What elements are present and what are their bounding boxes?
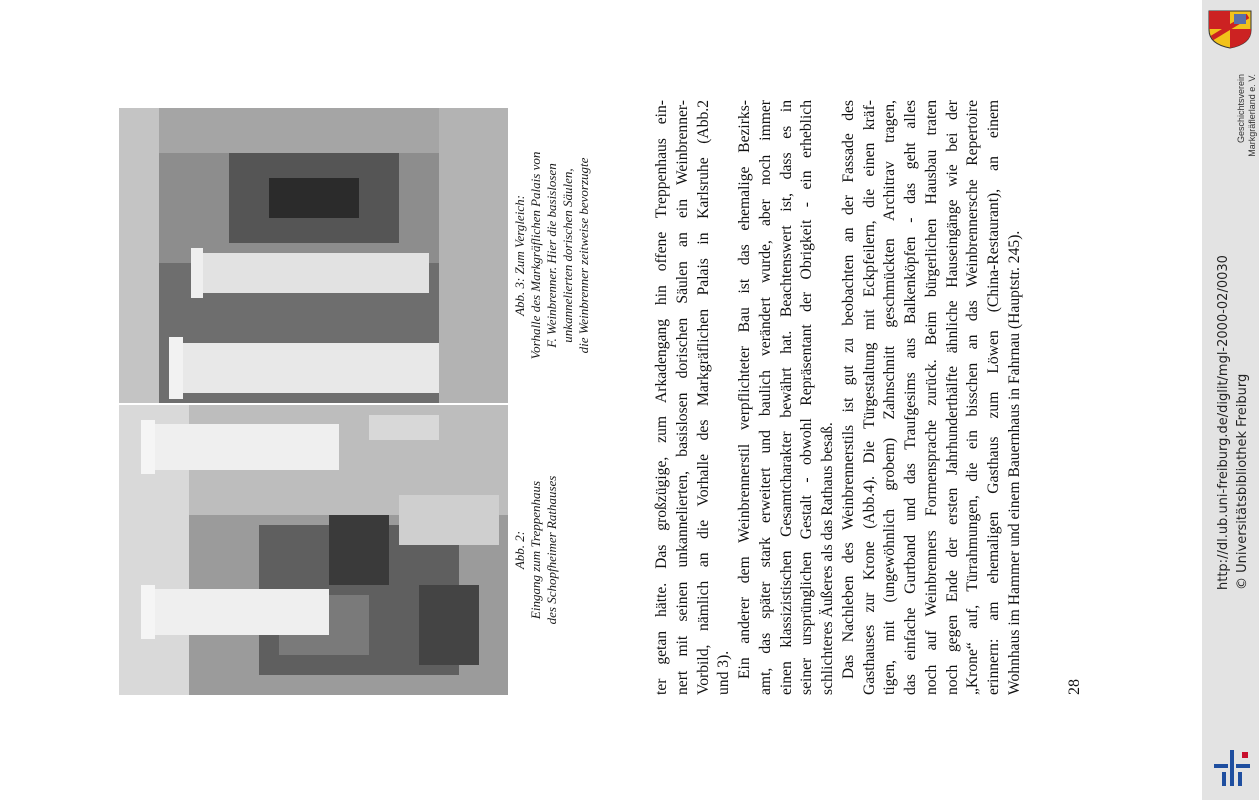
body-line: das einfache Gurtband und das Traufgesims aus Balkenköpfen - das geht alles	[902, 100, 919, 695]
organization-name	[1236, 74, 1258, 184]
body-line: „Krone“ auf, Türrahmungen, die ein bisschen an das Weinbrennersche Repertoire	[964, 100, 982, 695]
figure-2-caption-line: des Schopfheimer Rathauses	[544, 475, 559, 625]
body-line: Das Nachleben des Weinbrennerstils ist gut zu beobachten an der Fassade des	[839, 100, 857, 679]
body-line: Wohnhaus im Hammer und einem Bauernhaus in Fahrnau (Hauptstr. 245).	[1005, 230, 1023, 695]
figure-3-caption-line: die Weinbrenner zeitweise bevorzugte	[576, 157, 591, 354]
organization-name-line: Geschichtsverein	[1236, 74, 1246, 144]
sidebar-content	[1202, 0, 1259, 800]
body-line: noch auf Weinbrenners Formensprache zurück. Beim bürgerlichen Hausbau traten	[922, 100, 940, 695]
figure-2-caption	[512, 405, 560, 695]
body-line: und 3).	[715, 650, 733, 695]
figure-3-caption	[512, 108, 592, 403]
body-line: amt, das später stark erweitert und baulich verändert wurde, aber noch immer	[756, 100, 774, 695]
figure-2-caption-line: Eingang zum Treppenhaus	[528, 480, 543, 620]
figure-3-caption-line: Vorhalle des Markgräflichen Palais von	[528, 151, 543, 360]
body-line: seiner ursprünglichen Gestalt - obwohl Repräsentant der Obrigkeit - ein erheblich	[798, 100, 816, 695]
body-line: tigen, mit (ungewöhnlich grobem) Zahnschnitt geschmückten Architrav tragen,	[881, 100, 899, 695]
permalink-url[interactable]: http://dl.ub.uni-freiburg.de/diglit/mgl-2000-02/0030	[1216, 255, 1231, 590]
figure-3-caption-line: Abb. 3: Zum Vergleich:	[512, 195, 527, 316]
copyright-notice: © Universitätsbibliothek Freiburg	[1235, 373, 1250, 590]
body-line: einen klassizistischen Gesamtcharakter bewährt hat. Beachtenswert ist, dass es in	[777, 100, 795, 695]
body-line: nert mit seinen unkannelierten, basislosen dorischen Säulen an ein Weinbrenner-	[673, 100, 691, 695]
viewer-sidebar	[1202, 0, 1259, 800]
page-number: 28	[1066, 679, 1083, 695]
markgraeflerland-crest-icon	[1206, 8, 1254, 50]
body-line: erinnern: am ehemaligen Gasthaus zum Löwen (China-Restaurant), an einem	[985, 100, 1002, 695]
stairwell-photo-image	[119, 405, 508, 695]
figure-2-caption-line: Abb. 2:	[512, 530, 527, 570]
figure-2-photo	[119, 405, 508, 695]
organization-name-line: Markgräflerland e. V.	[1247, 74, 1257, 157]
figure-3-photo	[119, 108, 508, 403]
body-line: ter getan hätte. Das großzügige, zum Arkadengang hin offene Treppenhaus ein-	[653, 100, 670, 695]
body-line: Vorbild, nämlich an die Vorhalle des Markgräflichen Palais in Karlsruhe (Abb.2	[694, 100, 712, 695]
figure-3-caption-line: unkannelierten dorischen Säulen,	[560, 168, 575, 343]
palais-portico-photo-image	[119, 108, 508, 403]
body-line: Gasthauses zur Krone (Abb.4). Die Türgestaltung mit Eckpfeilern, die einen kräf-	[860, 100, 878, 695]
ub-freiburg-logo-icon	[1212, 748, 1252, 788]
figure-3-caption-line: F. Weinbrenner. Hier die basislosen	[544, 163, 559, 348]
body-line: noch gegen Ende der ersten Jahrhunderthälfte ähnliche Hauseingänge wie bei der	[943, 100, 961, 695]
body-line: Ein anderer dem Weinbrennerstil verpflichteter Bau ist das ehemalige Bezirks-	[736, 100, 753, 679]
body-line: schlichteres Äußeres als das Rathaus besaß.	[819, 422, 836, 695]
body-text	[652, 100, 1026, 695]
